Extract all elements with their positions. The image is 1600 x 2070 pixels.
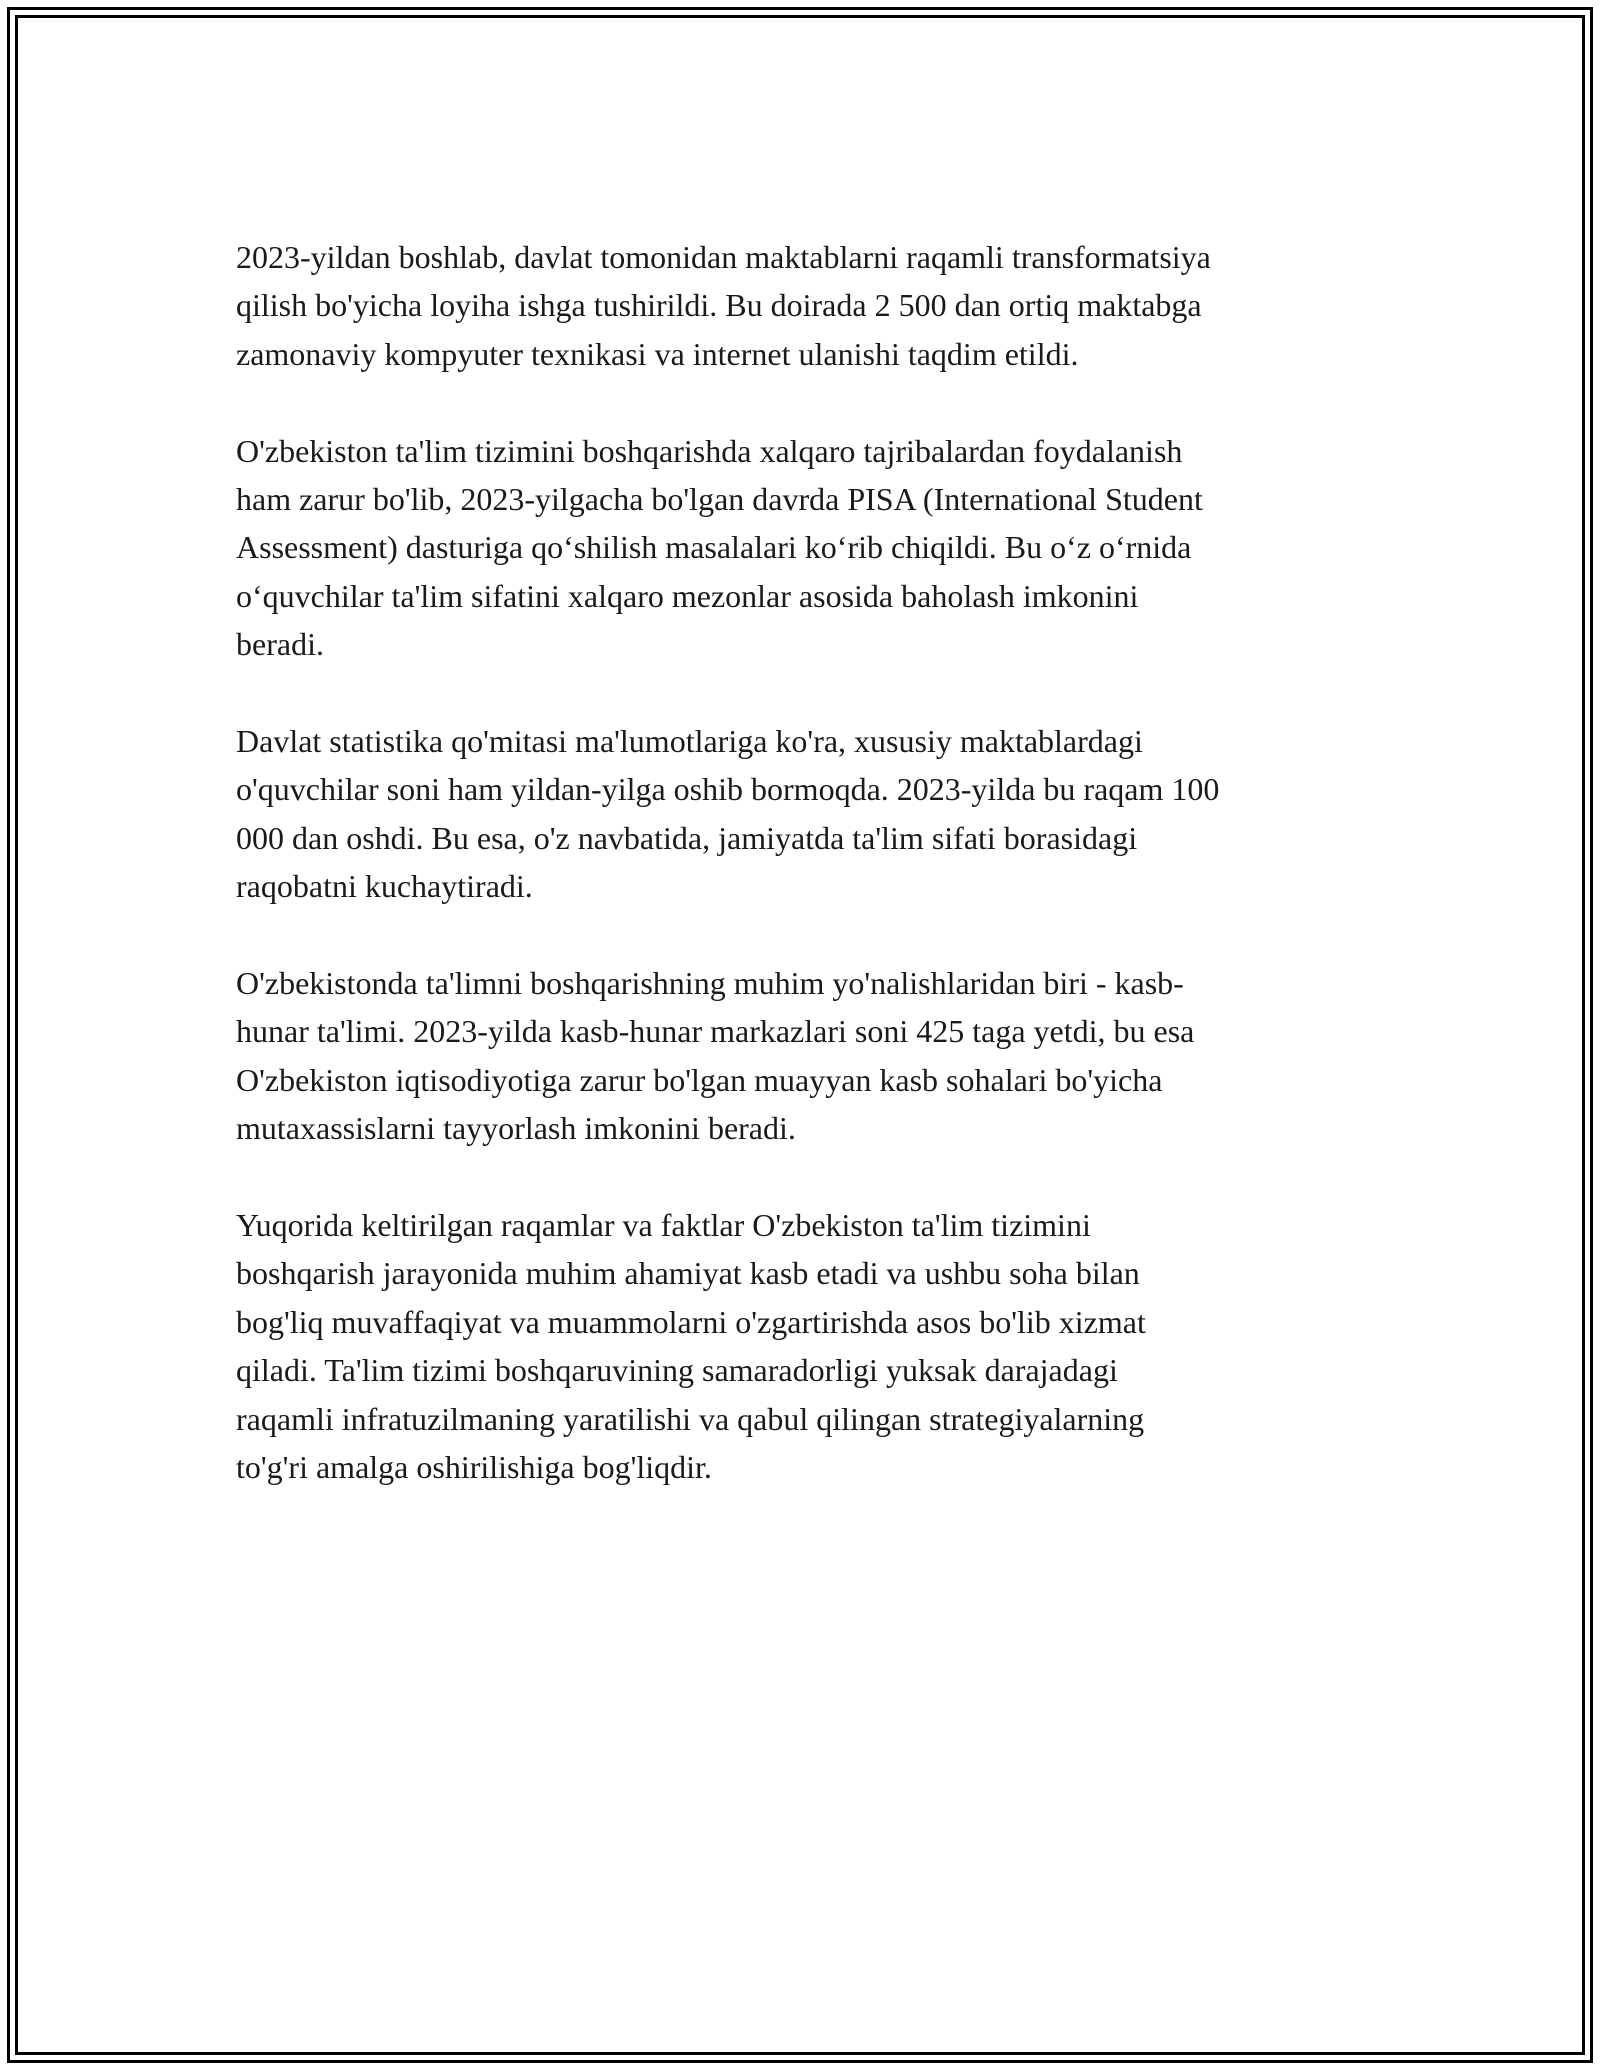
text-line: to'g'ri amalga oshirilishiga bog'liqdir. bbox=[236, 1449, 712, 1486]
paragraph-digital-transformation bbox=[236, 233, 1366, 378]
text-line: raqamli infratuzilmaning yaratilishi va qabul qilingan strategiyalarning bbox=[236, 1400, 1145, 1437]
text-line: qiladi. Ta'lim tizimi boshqaruvining samaradorligi yuksak darajadagi bbox=[236, 1352, 1118, 1389]
paragraph-private-schools bbox=[236, 717, 1366, 911]
text-line: beradi. bbox=[236, 626, 324, 663]
document-body bbox=[236, 233, 1366, 1540]
text-line: O'zbekiston iqtisodiyotiga zarur bo'lgan muayyan kasb sohalari bo'yicha bbox=[236, 1061, 1163, 1098]
text-line: qilish bo'yicha loyiha ishga tushirildi. Bu doirada 2 500 dan ortiq maktabga bbox=[236, 287, 1202, 324]
text-line: o'quvchilar soni ham yildan-yilga oshib bormoqda. 2023-yilda bu raqam 100 bbox=[236, 771, 1220, 808]
text-line: oʻquvchilar ta'lim sifatini xalqaro mezonlar asosida baholash imkonini bbox=[236, 577, 1139, 614]
text-line: boshqarish jarayonida muhim ahamiyat kasb etadi va ushbu soha bilan bbox=[236, 1255, 1140, 1292]
paragraph-vocational-education bbox=[236, 959, 1366, 1153]
text-line: O'zbekiston ta'lim tizimini boshqarishda xalqaro tajribalardan foydalanish bbox=[236, 432, 1183, 469]
text-line: hunar ta'limi. 2023-yilda kasb-hunar markazlari soni 425 taga yetdi, bu esa bbox=[236, 1013, 1195, 1050]
text-line: 000 dan oshdi. Bu esa, o'z navbatida, jamiyatda ta'lim sifati borasidagi bbox=[236, 819, 1138, 856]
text-line: zamonaviy kompyuter texnikasi va internet ulanishi taqdim etildi. bbox=[236, 335, 1079, 372]
text-line: bog'liq muvaffaqiyat va muammolarni o'zgartirishda asos bo'lib xizmat bbox=[236, 1303, 1146, 1340]
text-line: Davlat statistika qo'mitasi ma'lumotlariga ko'ra, xususiy maktablardagi bbox=[236, 723, 1143, 760]
paragraph-pisa bbox=[236, 427, 1366, 669]
text-line: mutaxassislarni tayyorlash imkonini beradi. bbox=[236, 1110, 796, 1147]
text-line: O'zbekistonda ta'limni boshqarishning muhim yo'nalishlaridan biri - kasb- bbox=[236, 965, 1184, 1002]
text-line: Assessment) dasturiga qoʻshilish masalalari koʻrib chiqildi. Bu oʻz oʻrnida bbox=[236, 529, 1192, 566]
text-line: raqobatni kuchaytiradi. bbox=[236, 868, 533, 905]
text-line: 2023-yildan boshlab, davlat tomonidan maktablarni raqamli transformatsiya bbox=[236, 239, 1211, 275]
text-line: ham zarur bo'lib, 2023-yilgacha bo'lgan davrda PISA (International Student bbox=[236, 481, 1203, 518]
text-line: Yuqorida keltirilgan raqamlar va faktlar O'zbekiston ta'lim tizimini bbox=[236, 1207, 1091, 1244]
paragraph-conclusion bbox=[236, 1201, 1366, 1491]
